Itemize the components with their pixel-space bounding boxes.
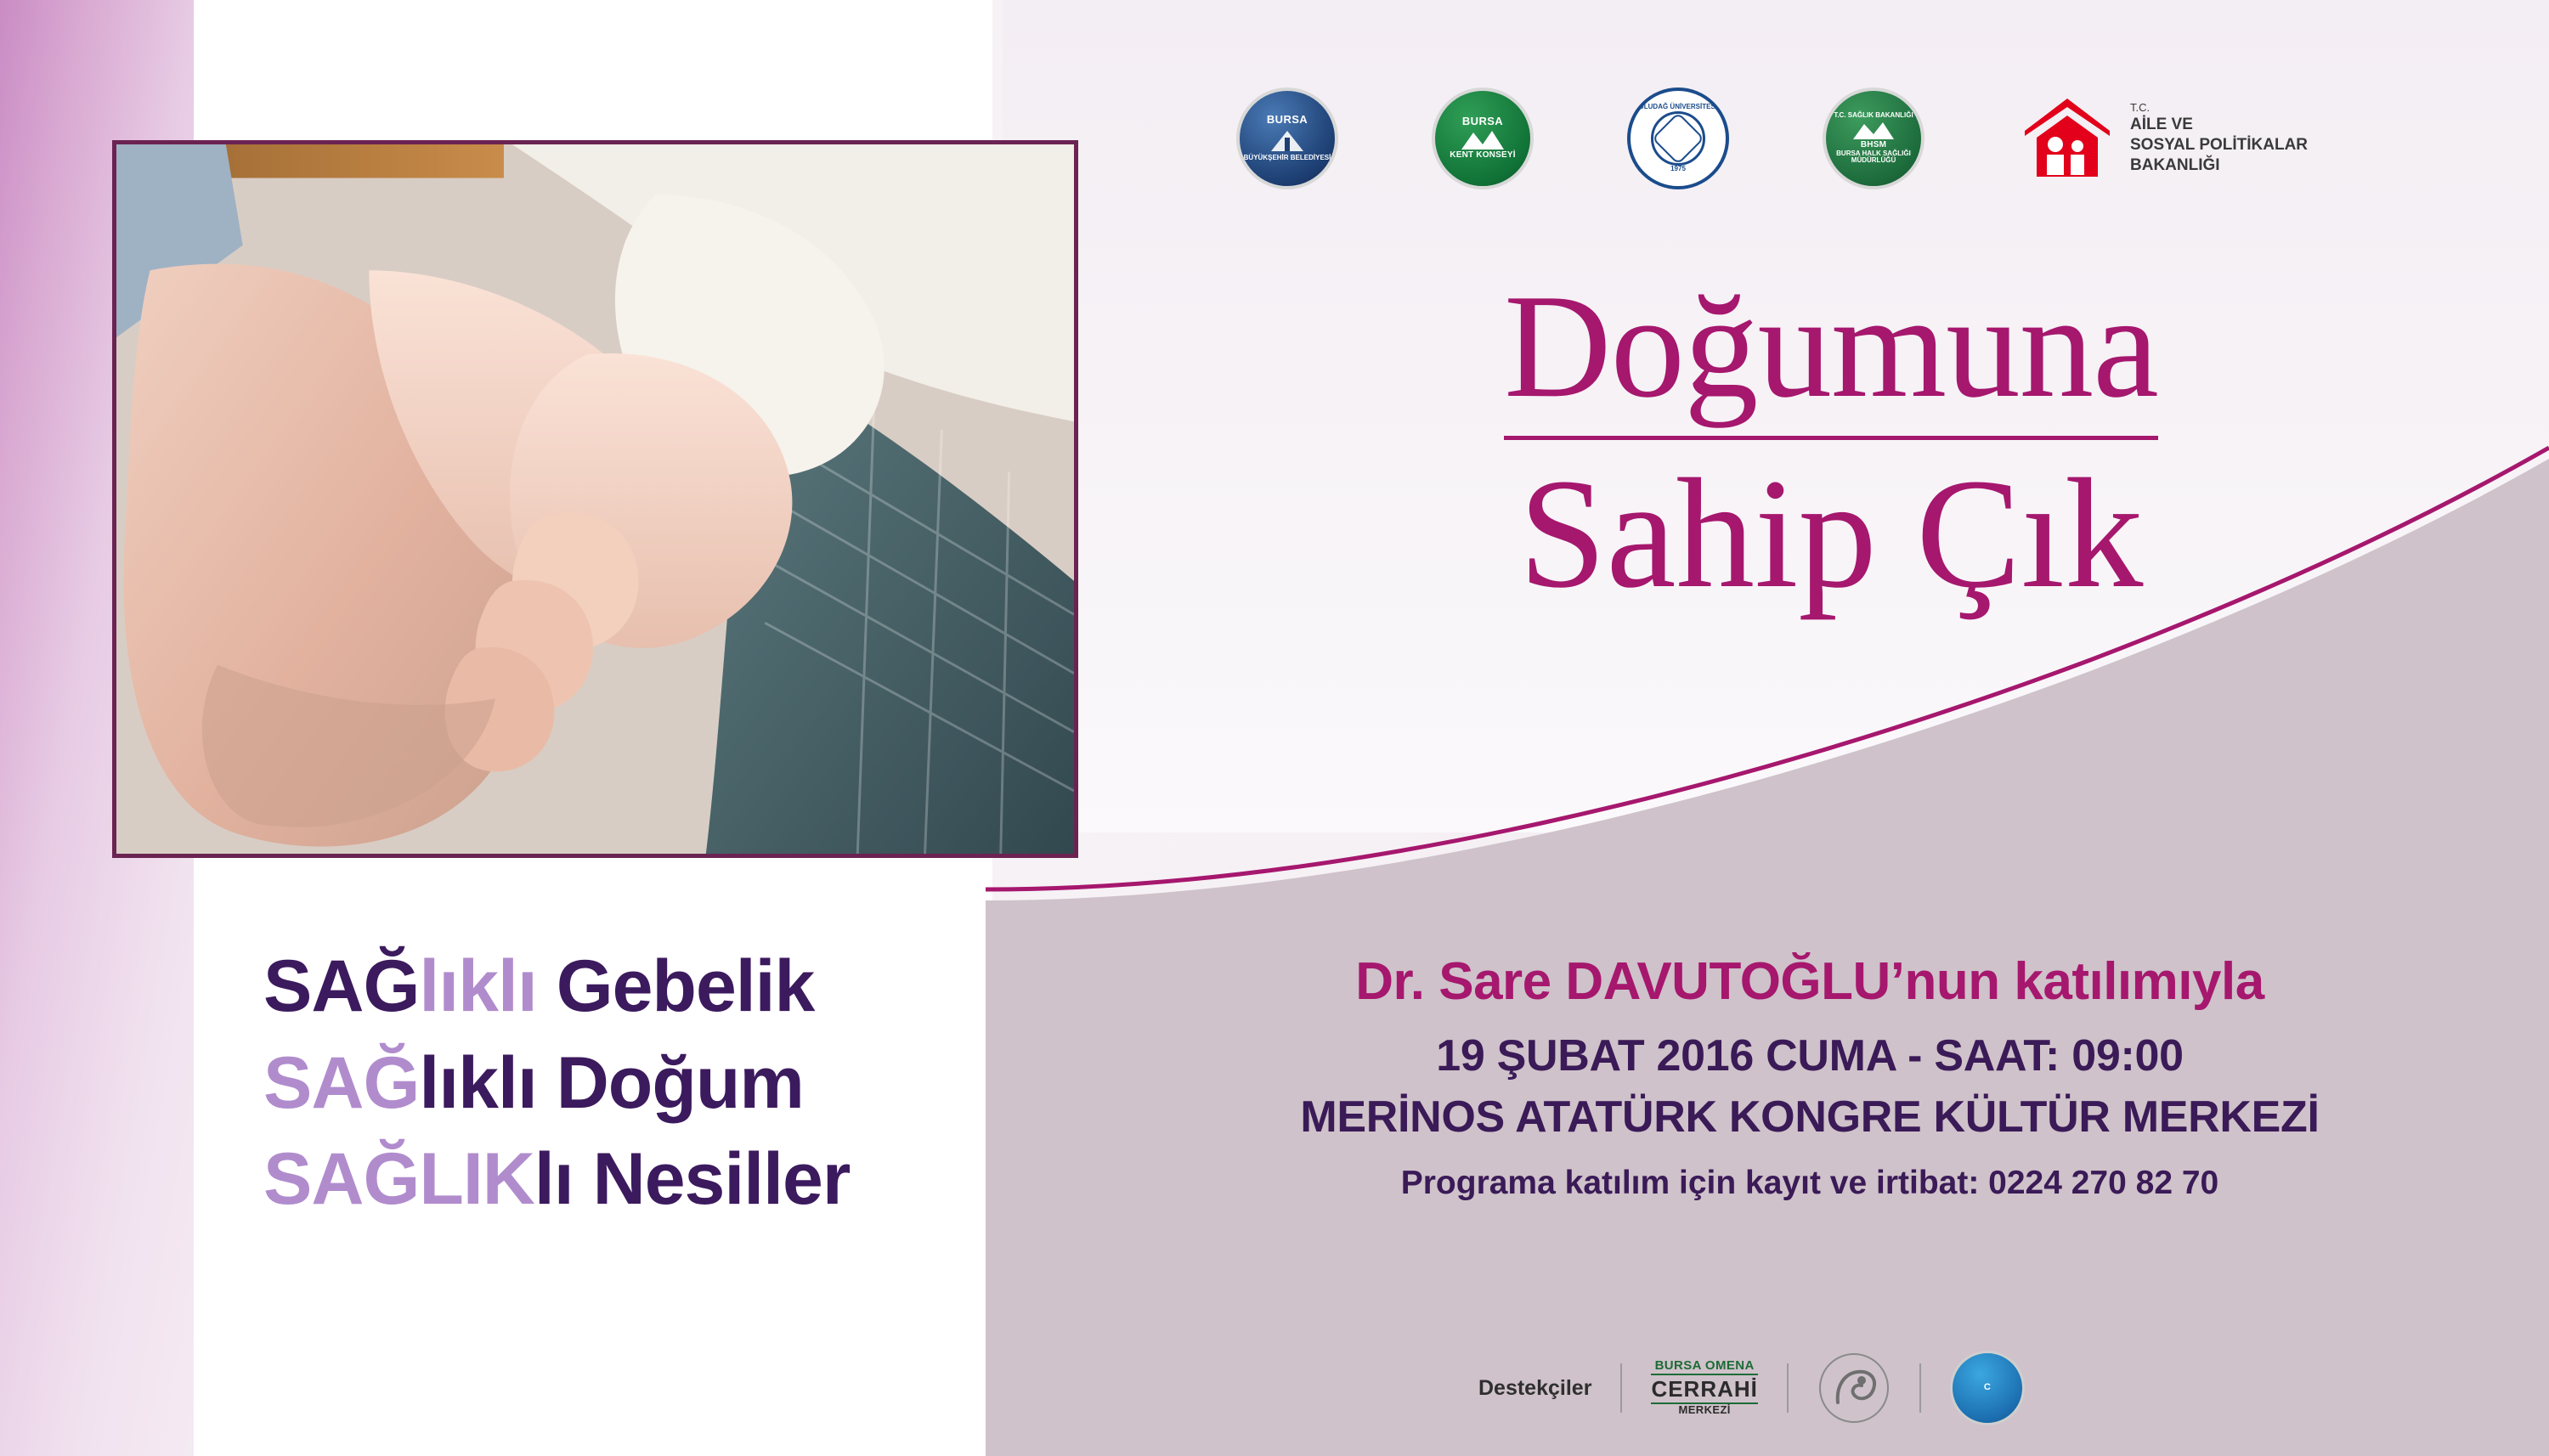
- slogan-row1-bold: SAĞ: [263, 945, 420, 1027]
- saglik-logo-line3: BURSA HALK SAĞLIĞI MÜDÜRLÜĞÜ: [1836, 149, 1911, 164]
- bursa-logo-line1: BURSA: [1266, 113, 1308, 127]
- supporters-divider-3: [1919, 1363, 1921, 1413]
- slogan-row1-light: lıklı: [419, 945, 537, 1027]
- supporters-divider-1: [1620, 1363, 1622, 1413]
- aile-family-roof-icon: [2018, 93, 2118, 183]
- slogan-row3-bold: lı: [534, 1138, 574, 1221]
- background-curve-shape: [986, 0, 2549, 1456]
- uludag-logo-line2: 1975: [1670, 164, 1686, 172]
- saglik-mountain-icon: [1851, 119, 1896, 141]
- slogan-row-3: [229, 1132, 977, 1228]
- saglik-dernegi-logo: [1950, 1351, 2025, 1425]
- saglik-logo-line2: BHSM: [1860, 140, 1887, 150]
- saglik-bakanligi-logo: [1823, 87, 1924, 189]
- supporters-label: Destekçiler: [1478, 1375, 1592, 1400]
- mother-baby-logo: [1817, 1352, 1891, 1425]
- supporters-row: [1478, 1351, 2025, 1425]
- speaker-name: Dr. Sare DAVUTOĞLU’nun katılımıyla: [1355, 952, 2264, 1011]
- slogan-row2-light: SAĞ: [263, 1041, 420, 1124]
- slogan-row1-rest: Gebelik: [556, 945, 815, 1027]
- bursa-kent-konseyi-logo: [1432, 87, 1534, 189]
- bursa-buyuksehir-belediyesi-logo: [1236, 87, 1338, 189]
- slogan-block: [229, 939, 977, 1228]
- bursa-omena-cerrahi-merkezi-logo: [1651, 1359, 1757, 1416]
- slogan-row-2: [229, 1036, 977, 1132]
- headline-line-2: Sahip Çık: [1518, 447, 2144, 621]
- saglik-logo-line1: T.C. SAĞLIK BAKANLIĞI: [1834, 110, 1913, 119]
- sponsor-logos-row: [1236, 81, 2451, 195]
- slogan-row-1: [229, 939, 977, 1036]
- bursa-logo-line2: BÜYÜKŞEHİR BELEDİYESİ: [1243, 154, 1331, 162]
- uludag-emblem-icon: [1651, 111, 1705, 166]
- dernegi-line1: C: [1983, 1382, 1991, 1393]
- aile-logo-line1: AİLE VE: [2130, 116, 2193, 133]
- kent-logo-line2: KENT KONSEYİ: [1450, 150, 1516, 161]
- event-info-block: [1130, 951, 2490, 1202]
- aile-logo-line3: BAKANLIĞI: [2130, 155, 2220, 174]
- cerrahi-line1: BURSA OMENA: [1654, 1358, 1755, 1374]
- baby-hand-photo: [112, 140, 1078, 858]
- slogan-row2-rest: Doğum: [556, 1041, 804, 1124]
- slogan-row3-rest: Nesiller: [592, 1138, 851, 1221]
- slogan-row3-light: SAĞLIK: [263, 1138, 534, 1221]
- cerrahi-line2: CERRAHİ: [1651, 1374, 1757, 1405]
- supporters-divider-2: [1787, 1363, 1789, 1413]
- event-date: 19 ŞUBAT 2016 CUMA - SAAT: 09:00: [1436, 1031, 2184, 1081]
- mountain-icon: [1460, 127, 1506, 151]
- aile-logo-line2: SOSYAL POLİTİKALAR: [2130, 135, 2309, 154]
- event-venue: MERİNOS ATATÜRK KONGRE KÜLTÜR MERKEZİ: [1300, 1092, 2320, 1142]
- uludag-universitesi-logo: [1627, 87, 1729, 189]
- contact-line: Programa katılım için kayıt ve irtibat: 0224 270 82 70: [1400, 1165, 2219, 1201]
- poster-headline: [1236, 263, 2426, 621]
- cerrahi-line3: MERKEZİ: [1678, 1403, 1731, 1417]
- uludag-logo-line1: ULUDAĞ ÜNİVERSİTESİ: [1638, 103, 1717, 111]
- aile-ve-sosyal-politikalar-bakanligi-logo: [2018, 93, 2308, 183]
- slogan-row2-bold: lıklı: [419, 1041, 537, 1124]
- aile-logo-tc: T.C.: [2130, 100, 2151, 114]
- headline-line-1: Doğumuna: [1504, 272, 2158, 440]
- bursa-crest-icon: [1268, 126, 1307, 155]
- kent-logo-line1: BURSA: [1461, 115, 1504, 128]
